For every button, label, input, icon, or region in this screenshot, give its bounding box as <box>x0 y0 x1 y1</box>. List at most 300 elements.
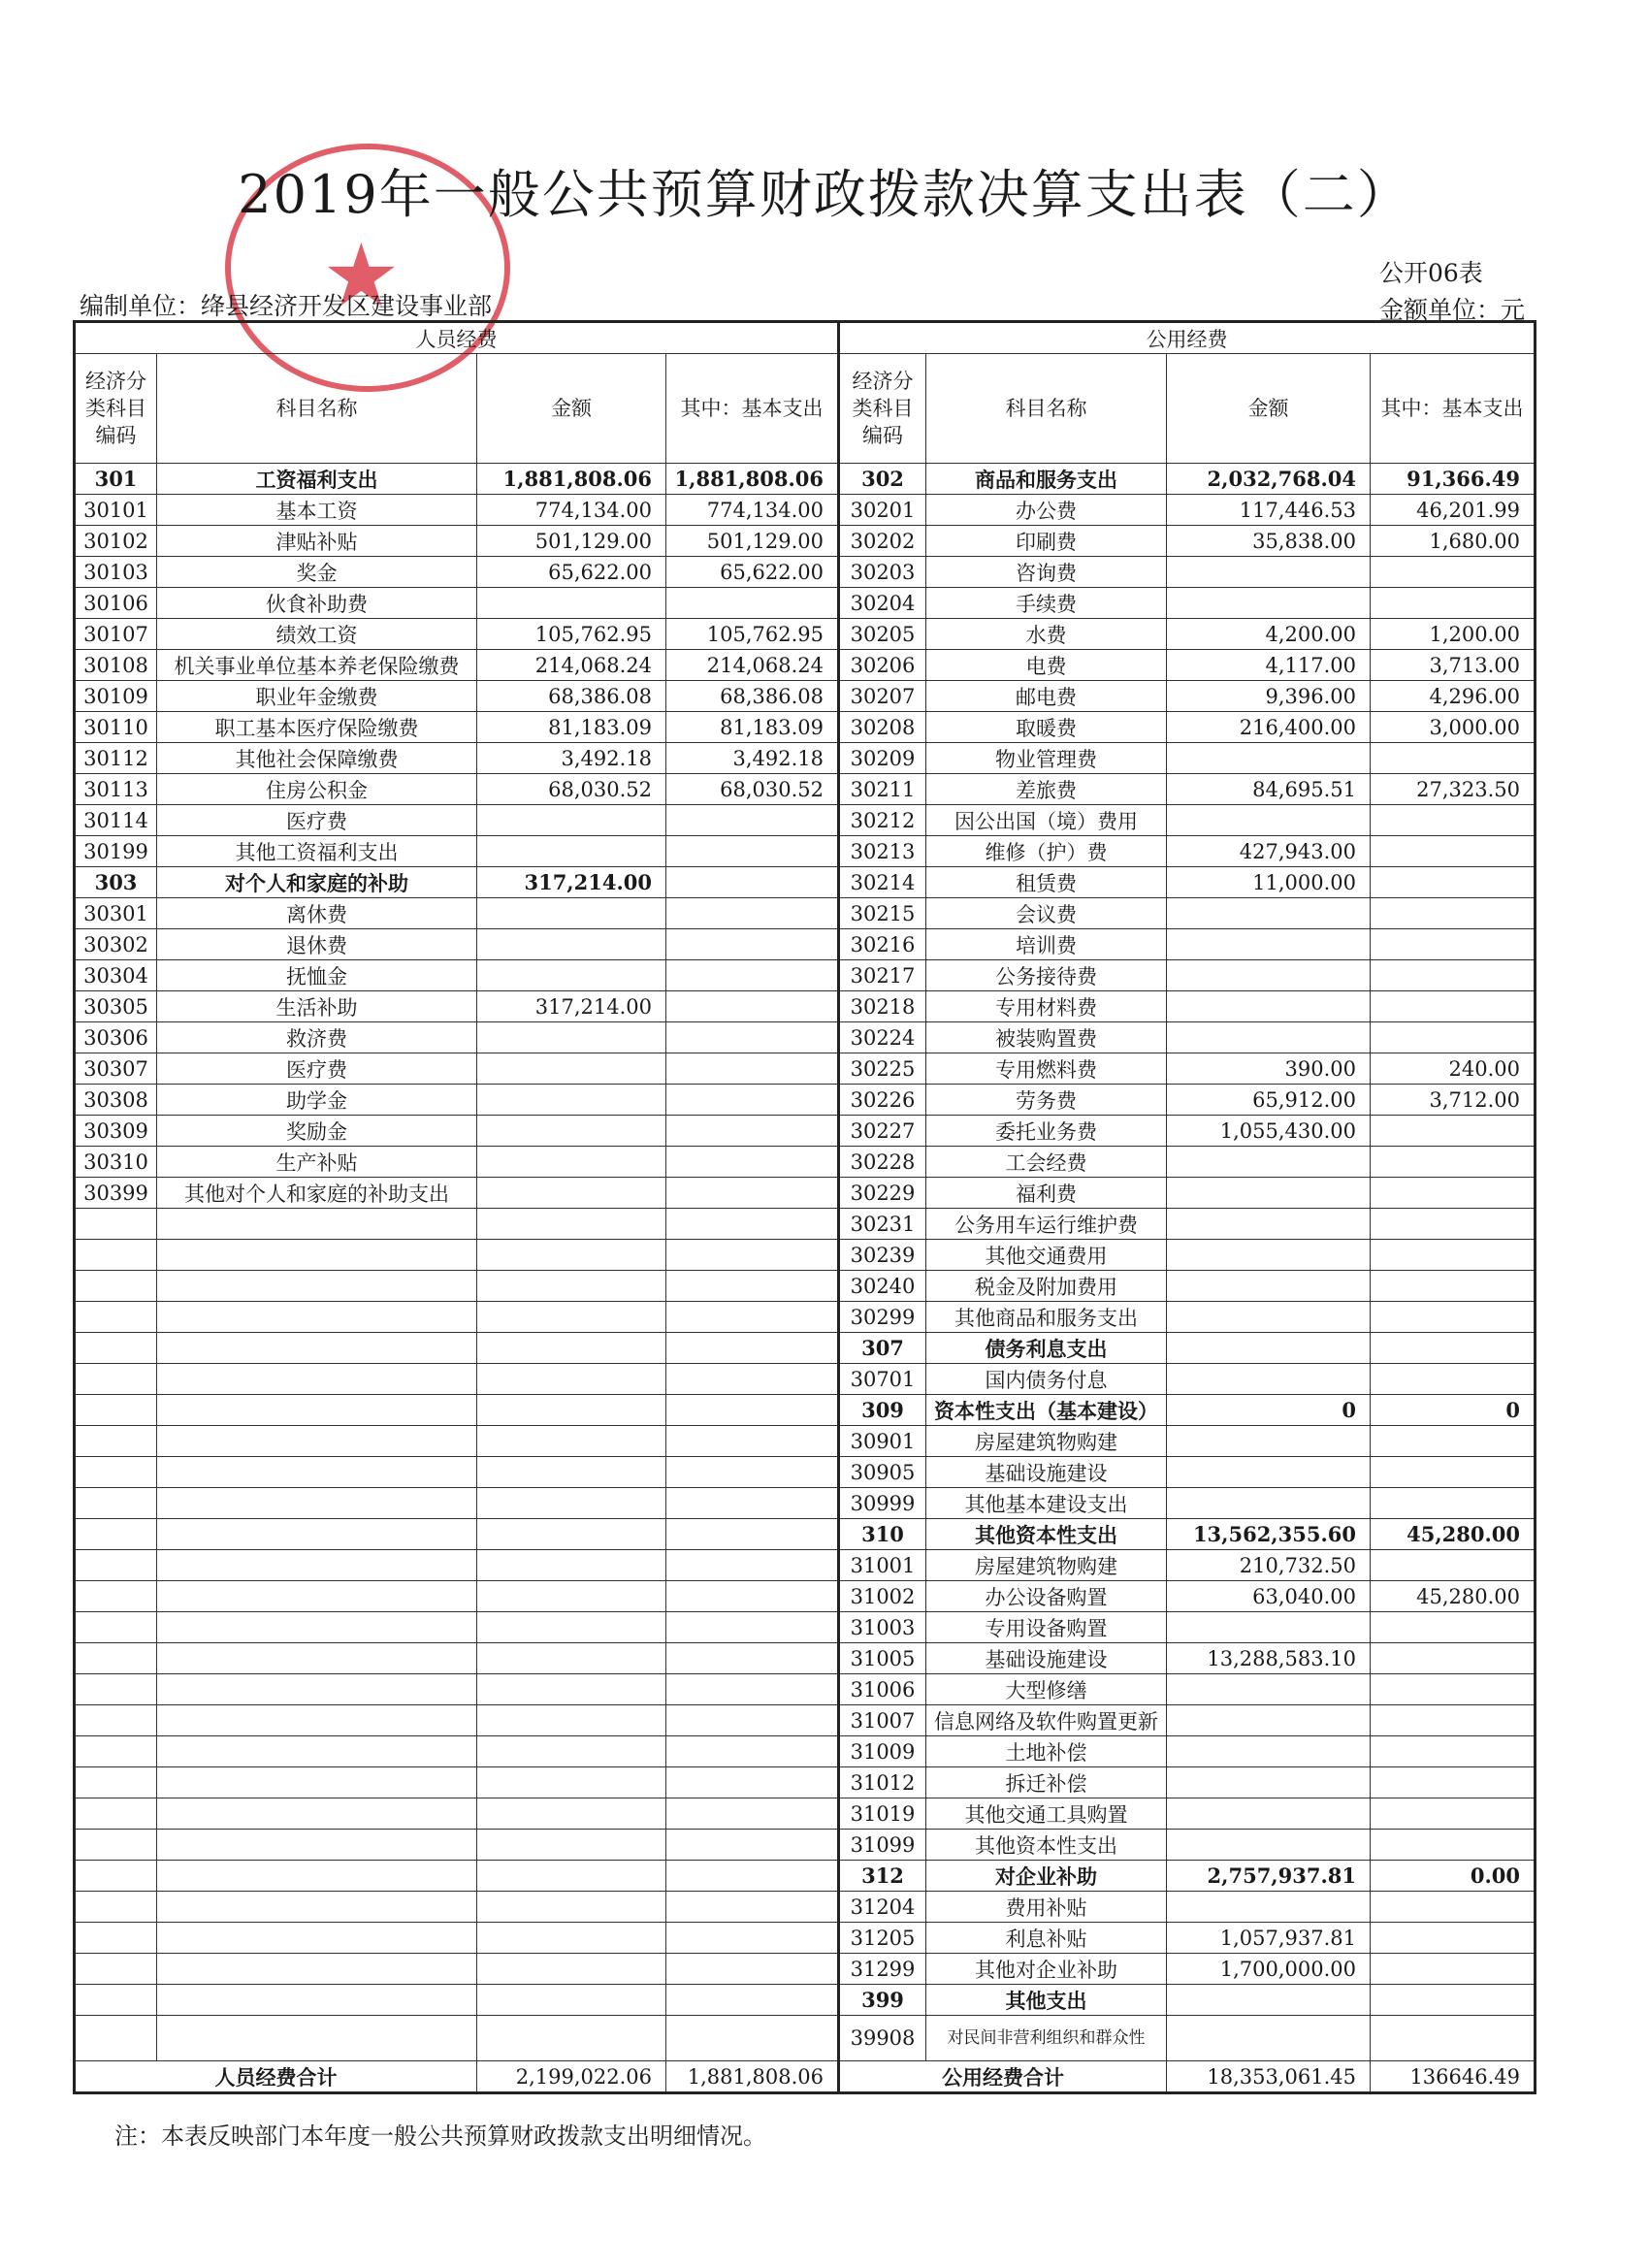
right-amount-cell <box>1167 1022 1371 1053</box>
left-name-cell: 伙食补助费 <box>157 588 477 619</box>
right-amount-cell: 216,400.00 <box>1167 712 1371 743</box>
right-amount-cell: 4,117.00 <box>1167 650 1371 681</box>
right-amount-cell: 4,200.00 <box>1167 619 1371 650</box>
right-name-cell: 会议费 <box>926 898 1167 929</box>
left-basic-cell: 3,492.18 <box>666 743 839 774</box>
left-name-cell <box>157 1271 477 1302</box>
right-basic-cell <box>1371 743 1536 774</box>
right-name-cell: 大型修缮 <box>926 1674 1167 1705</box>
left-amount-cell: 65,622.00 <box>477 557 666 588</box>
right-basic-cell <box>1371 1302 1536 1333</box>
right-name-cell: 取暖费 <box>926 712 1167 743</box>
left-code-cell: 30304 <box>75 960 157 991</box>
left-amount-cell <box>477 1364 666 1395</box>
left-basic-cell <box>666 1271 839 1302</box>
left-name-cell: 医疗费 <box>157 1053 477 1085</box>
left-name-cell <box>157 1209 477 1240</box>
right-code-cell: 30226 <box>839 1085 926 1116</box>
left-amount-cell <box>477 588 666 619</box>
personnel-total-amount: 2,199,022.06 <box>477 2061 666 2093</box>
right-name-cell: 房屋建筑物购建 <box>926 1426 1167 1457</box>
right-name-cell: 房屋建筑物购建 <box>926 1550 1167 1581</box>
right-code-cell: 30203 <box>839 557 926 588</box>
right-amount-cell: 13,562,355.60 <box>1167 1519 1371 1550</box>
left-code-cell <box>75 1767 157 1798</box>
col-code-left: 经济分类科目编码 <box>75 354 157 464</box>
table-row <box>75 1457 1536 1488</box>
left-basic-cell <box>666 1488 839 1519</box>
left-basic-cell: 68,386.08 <box>666 681 839 712</box>
left-basic-cell <box>666 1830 839 1861</box>
left-code-cell: 301 <box>75 464 157 495</box>
left-code-cell: 30112 <box>75 743 157 774</box>
right-name-cell: 印刷费 <box>926 526 1167 557</box>
right-code-cell: 31009 <box>839 1736 926 1767</box>
personnel-total-label: 人员经费合计 <box>75 2061 477 2093</box>
right-basic-cell <box>1371 1798 1536 1830</box>
left-basic-cell: 105,762.95 <box>666 619 839 650</box>
left-name-cell <box>157 2016 477 2061</box>
left-basic-cell <box>666 991 839 1022</box>
right-code-cell: 30202 <box>839 526 926 557</box>
left-amount-cell <box>477 1767 666 1798</box>
left-code-cell: 30109 <box>75 681 157 712</box>
left-code-cell <box>75 1488 157 1519</box>
left-name-cell <box>157 1643 477 1674</box>
left-code-cell <box>75 2016 157 2061</box>
right-name-cell: 对民间非营利组织和群众性 <box>926 2016 1167 2061</box>
org-label: 编制单位：绛县经济开发区建设事业部 <box>80 292 493 320</box>
left-code-cell <box>75 1736 157 1767</box>
right-basic-cell <box>1371 1147 1536 1178</box>
left-name-cell <box>157 1395 477 1426</box>
right-basic-cell: 27,323.50 <box>1371 774 1536 805</box>
left-name-cell <box>157 1302 477 1333</box>
left-name-cell <box>157 1954 477 1985</box>
right-basic-cell <box>1371 836 1536 867</box>
left-code-cell: 30308 <box>75 1085 157 1116</box>
table-row <box>75 1333 1536 1364</box>
left-amount-cell <box>477 1085 666 1116</box>
left-code-cell <box>75 1550 157 1581</box>
left-name-cell: 机关事业单位基本养老保险缴费 <box>157 650 477 681</box>
right-amount-cell <box>1167 1178 1371 1209</box>
right-basic-cell <box>1371 1674 1536 1705</box>
left-name-cell: 生活补助 <box>157 991 477 1022</box>
right-basic-cell <box>1371 1240 1536 1271</box>
right-code-cell: 31204 <box>839 1892 926 1923</box>
right-basic-cell <box>1371 1643 1536 1674</box>
table-row <box>75 1674 1536 1705</box>
right-code-cell: 30212 <box>839 805 926 836</box>
left-basic-cell: 214,068.24 <box>666 650 839 681</box>
table-row <box>75 1488 1536 1519</box>
left-basic-cell <box>666 1767 839 1798</box>
right-amount-cell <box>1167 1209 1371 1240</box>
left-code-cell <box>75 1364 157 1395</box>
left-amount-cell <box>477 1705 666 1736</box>
left-basic-cell <box>666 1116 839 1147</box>
left-code-cell <box>75 1209 157 1240</box>
right-name-cell: 水费 <box>926 619 1167 650</box>
left-amount-cell <box>477 836 666 867</box>
left-amount-cell <box>477 1923 666 1954</box>
left-code-cell: 30199 <box>75 836 157 867</box>
left-amount-cell <box>477 1209 666 1240</box>
left-name-cell: 工资福利支出 <box>157 464 477 495</box>
right-amount-cell: 35,838.00 <box>1167 526 1371 557</box>
table-row <box>75 898 1536 929</box>
left-basic-cell: 501,129.00 <box>666 526 839 557</box>
table-row <box>75 464 1536 495</box>
table-row <box>75 1923 1536 1954</box>
right-amount-cell: 63,040.00 <box>1167 1581 1371 1612</box>
right-basic-cell: 0 <box>1371 1395 1536 1426</box>
left-code-cell: 30103 <box>75 557 157 588</box>
left-code-cell <box>75 1333 157 1364</box>
left-name-cell: 绩效工资 <box>157 619 477 650</box>
right-basic-cell: 0.00 <box>1371 1861 1536 1892</box>
right-name-cell: 因公出国（境）费用 <box>926 805 1167 836</box>
right-amount-cell: 427,943.00 <box>1167 836 1371 867</box>
right-basic-cell <box>1371 1830 1536 1861</box>
left-amount-cell <box>477 1302 666 1333</box>
left-code-cell: 30306 <box>75 1022 157 1053</box>
right-name-cell: 公务接待费 <box>926 960 1167 991</box>
right-name-cell: 其他对企业补助 <box>926 1954 1167 1985</box>
table-row <box>75 526 1536 557</box>
right-name-cell: 其他资本性支出 <box>926 1519 1167 1550</box>
right-code-cell: 309 <box>839 1395 926 1426</box>
right-amount-cell <box>1167 557 1371 588</box>
left-code-cell: 30113 <box>75 774 157 805</box>
table-row <box>75 1053 1536 1085</box>
left-basic-cell <box>666 805 839 836</box>
table-row <box>75 619 1536 650</box>
right-amount-cell: 210,732.50 <box>1167 1550 1371 1581</box>
right-name-cell: 信息网络及软件购置更新 <box>926 1705 1167 1736</box>
right-basic-cell <box>1371 1426 1536 1457</box>
public-total-amount: 18,353,061.45 <box>1167 2061 1371 2093</box>
right-amount-cell <box>1167 743 1371 774</box>
left-amount-cell <box>477 1488 666 1519</box>
table-row <box>75 1271 1536 1302</box>
right-code-cell: 302 <box>839 464 926 495</box>
left-amount-cell <box>477 1333 666 1364</box>
left-amount-cell <box>477 1022 666 1053</box>
left-name-cell <box>157 1240 477 1271</box>
table-row <box>75 1395 1536 1426</box>
right-amount-cell <box>1167 1830 1371 1861</box>
right-code-cell: 30217 <box>839 960 926 991</box>
right-basic-cell <box>1371 1457 1536 1488</box>
table-row <box>75 1892 1536 1923</box>
left-name-cell <box>157 1333 477 1364</box>
right-code-cell: 30225 <box>839 1053 926 1085</box>
right-name-cell: 邮电费 <box>926 681 1167 712</box>
table-row <box>75 1178 1536 1209</box>
right-name-cell: 基础设施建设 <box>926 1457 1167 1488</box>
right-amount-cell <box>1167 898 1371 929</box>
right-basic-cell <box>1371 1271 1536 1302</box>
left-amount-cell <box>477 1892 666 1923</box>
left-amount-cell <box>477 1053 666 1085</box>
table-row <box>75 681 1536 712</box>
right-name-cell: 劳务费 <box>926 1085 1167 1116</box>
left-basic-cell: 1,881,808.06 <box>666 464 839 495</box>
right-amount-cell <box>1167 1798 1371 1830</box>
left-amount-cell: 105,762.95 <box>477 619 666 650</box>
col-amount-left: 金额 <box>477 354 666 464</box>
right-amount-cell <box>1167 1147 1371 1178</box>
left-amount-cell: 214,068.24 <box>477 650 666 681</box>
right-name-cell: 办公设备购置 <box>926 1581 1167 1612</box>
left-basic-cell: 81,183.09 <box>666 712 839 743</box>
right-amount-cell <box>1167 960 1371 991</box>
left-code-cell: 30307 <box>75 1053 157 1085</box>
left-name-cell: 其他工资福利支出 <box>157 836 477 867</box>
right-name-cell: 被装购置费 <box>926 1022 1167 1053</box>
right-name-cell: 基础设施建设 <box>926 1643 1167 1674</box>
left-name-cell <box>157 1364 477 1395</box>
left-code-cell <box>75 1612 157 1643</box>
left-name-cell: 生产补贴 <box>157 1147 477 1178</box>
left-name-cell <box>157 1798 477 1830</box>
right-amount-cell: 390.00 <box>1167 1053 1371 1085</box>
left-code-cell <box>75 1302 157 1333</box>
left-code-cell: 30107 <box>75 619 157 650</box>
right-code-cell: 30207 <box>839 681 926 712</box>
right-name-cell: 咨询费 <box>926 557 1167 588</box>
left-code-cell <box>75 1892 157 1923</box>
table-row <box>75 1767 1536 1798</box>
table-row <box>75 1364 1536 1395</box>
right-amount-cell <box>1167 1364 1371 1395</box>
left-name-cell: 医疗费 <box>157 805 477 836</box>
left-name-cell: 救济费 <box>157 1022 477 1053</box>
col-amount-right: 金额 <box>1167 354 1371 464</box>
right-amount-cell: 2,757,937.81 <box>1167 1861 1371 1892</box>
right-basic-cell <box>1371 1364 1536 1395</box>
left-amount-cell <box>477 898 666 929</box>
right-name-cell: 土地补偿 <box>926 1736 1167 1767</box>
table-row <box>75 1022 1536 1053</box>
left-code-cell: 30106 <box>75 588 157 619</box>
table-row <box>75 712 1536 743</box>
left-code-cell: 30305 <box>75 991 157 1022</box>
left-amount-cell <box>477 1116 666 1147</box>
left-amount-cell <box>477 1736 666 1767</box>
left-code-cell <box>75 1954 157 1985</box>
right-amount-cell: 117,446.53 <box>1167 495 1371 526</box>
left-code-cell <box>75 1271 157 1302</box>
table-row <box>75 1612 1536 1643</box>
right-code-cell: 30216 <box>839 929 926 960</box>
table-row <box>75 960 1536 991</box>
right-name-cell: 商品和服务支出 <box>926 464 1167 495</box>
right-basic-cell: 3,000.00 <box>1371 712 1536 743</box>
right-name-cell: 债务利息支出 <box>926 1333 1167 1364</box>
right-amount-cell <box>1167 588 1371 619</box>
left-code-cell <box>75 1674 157 1705</box>
right-code-cell: 30999 <box>839 1488 926 1519</box>
right-code-cell: 31001 <box>839 1550 926 1581</box>
table-row <box>75 588 1536 619</box>
right-amount-cell <box>1167 1674 1371 1705</box>
right-code-cell: 31007 <box>839 1705 926 1736</box>
left-basic-cell <box>666 1519 839 1550</box>
left-basic-cell <box>666 1333 839 1364</box>
right-name-cell: 物业管理费 <box>926 743 1167 774</box>
right-amount-cell <box>1167 929 1371 960</box>
left-code-cell: 30310 <box>75 1147 157 1178</box>
left-name-cell <box>157 1457 477 1488</box>
left-basic-cell <box>666 2016 839 2061</box>
right-name-cell: 办公费 <box>926 495 1167 526</box>
left-amount-cell <box>477 1178 666 1209</box>
right-code-cell: 30231 <box>839 1209 926 1240</box>
right-basic-cell: 1,200.00 <box>1371 619 1536 650</box>
right-code-cell: 31205 <box>839 1923 926 1954</box>
right-basic-cell <box>1371 898 1536 929</box>
left-amount-cell <box>477 1271 666 1302</box>
left-amount-cell <box>477 1147 666 1178</box>
left-name-cell <box>157 1923 477 1954</box>
right-basic-cell <box>1371 1705 1536 1736</box>
right-amount-cell: 13,288,583.10 <box>1167 1643 1371 1674</box>
right-name-cell: 国内债务付息 <box>926 1364 1167 1395</box>
personnel-total-basic: 1,881,808.06 <box>666 2061 839 2093</box>
right-amount-cell <box>1167 1240 1371 1271</box>
table-row <box>75 774 1536 805</box>
right-amount-cell: 1,700,000.00 <box>1167 1954 1371 1985</box>
right-basic-cell <box>1371 1923 1536 1954</box>
right-amount-cell: 11,000.00 <box>1167 867 1371 898</box>
left-name-cell: 津贴补贴 <box>157 526 477 557</box>
right-name-cell: 专用设备购置 <box>926 1612 1167 1643</box>
right-code-cell: 30206 <box>839 650 926 681</box>
left-code-cell: 30101 <box>75 495 157 526</box>
left-basic-cell <box>666 1736 839 1767</box>
right-name-cell: 拆迁补偿 <box>926 1767 1167 1798</box>
right-name-cell: 税金及附加费用 <box>926 1271 1167 1302</box>
col-name-right: 科目名称 <box>926 354 1167 464</box>
left-basic-cell <box>666 867 839 898</box>
left-basic-cell <box>666 1085 839 1116</box>
left-name-cell <box>157 1892 477 1923</box>
right-code-cell: 30224 <box>839 1022 926 1053</box>
right-code-cell: 30218 <box>839 991 926 1022</box>
right-basic-cell <box>1371 588 1536 619</box>
table-row <box>75 1861 1536 1892</box>
right-basic-cell <box>1371 1550 1536 1581</box>
left-basic-cell <box>666 898 839 929</box>
left-amount-cell <box>477 1581 666 1612</box>
left-basic-cell <box>666 960 839 991</box>
right-amount-cell: 9,396.00 <box>1167 681 1371 712</box>
col-basic-left: 其中：基本支出 <box>666 354 839 464</box>
left-basic-cell <box>666 1923 839 1954</box>
right-amount-cell <box>1167 1271 1371 1302</box>
left-amount-cell <box>477 1550 666 1581</box>
left-basic-cell <box>666 1892 839 1923</box>
table-row <box>75 557 1536 588</box>
left-name-cell <box>157 1985 477 2016</box>
left-amount-cell <box>477 805 666 836</box>
left-code-cell: 30309 <box>75 1116 157 1147</box>
left-amount-cell: 501,129.00 <box>477 526 666 557</box>
right-basic-cell <box>1371 1209 1536 1240</box>
right-name-cell: 委托业务费 <box>926 1116 1167 1147</box>
right-code-cell: 30239 <box>839 1240 926 1271</box>
left-name-cell: 离休费 <box>157 898 477 929</box>
right-amount-cell: 2,032,768.04 <box>1167 464 1371 495</box>
right-basic-cell <box>1371 929 1536 960</box>
left-code-cell: 30301 <box>75 898 157 929</box>
right-basic-cell: 3,712.00 <box>1371 1085 1536 1116</box>
right-code-cell: 310 <box>839 1519 926 1550</box>
table-row <box>75 1116 1536 1147</box>
right-code-cell: 31005 <box>839 1643 926 1674</box>
left-name-cell <box>157 1736 477 1767</box>
left-amount-cell: 1,881,808.06 <box>477 464 666 495</box>
table-row <box>75 1550 1536 1581</box>
right-code-cell: 30905 <box>839 1457 926 1488</box>
right-code-cell: 30213 <box>839 836 926 867</box>
left-code-cell <box>75 1798 157 1830</box>
right-code-cell: 30228 <box>839 1147 926 1178</box>
left-amount-cell <box>477 1612 666 1643</box>
right-basic-cell: 46,201.99 <box>1371 495 1536 526</box>
right-amount-cell <box>1167 1892 1371 1923</box>
right-code-cell: 30215 <box>839 898 926 929</box>
left-code-cell <box>75 1457 157 1488</box>
left-code-cell <box>75 1426 157 1457</box>
right-basic-cell <box>1371 1892 1536 1923</box>
public-total-basic: 136646.49 <box>1371 2061 1536 2093</box>
left-code-cell: 303 <box>75 867 157 898</box>
left-basic-cell <box>666 1612 839 1643</box>
left-amount-cell: 774,134.00 <box>477 495 666 526</box>
left-basic-cell <box>666 1053 839 1085</box>
right-name-cell: 租赁费 <box>926 867 1167 898</box>
right-code-cell: 31099 <box>839 1830 926 1861</box>
left-basic-cell <box>666 1302 839 1333</box>
left-code-cell: 30108 <box>75 650 157 681</box>
table-row <box>75 1240 1536 1271</box>
right-basic-cell <box>1371 1612 1536 1643</box>
right-basic-cell: 91,366.49 <box>1371 464 1536 495</box>
left-basic-cell: 68,030.52 <box>666 774 839 805</box>
right-name-cell: 其他交通费用 <box>926 1240 1167 1271</box>
right-name-cell: 专用材料费 <box>926 991 1167 1022</box>
right-basic-cell <box>1371 1116 1536 1147</box>
left-amount-cell <box>477 1457 666 1488</box>
left-name-cell <box>157 1830 477 1861</box>
left-basic-cell <box>666 1674 839 1705</box>
left-name-cell: 其他对个人和家庭的补助支出 <box>157 1178 477 1209</box>
table-row <box>75 1954 1536 1985</box>
left-amount-cell <box>477 1519 666 1550</box>
public-total-label: 公用经费合计 <box>839 2061 1167 2093</box>
left-name-cell <box>157 1488 477 1519</box>
left-name-cell <box>157 1767 477 1798</box>
right-code-cell: 30209 <box>839 743 926 774</box>
right-basic-cell <box>1371 1488 1536 1519</box>
left-code-cell <box>75 1581 157 1612</box>
left-basic-cell <box>666 1457 839 1488</box>
left-name-cell: 基本工资 <box>157 495 477 526</box>
